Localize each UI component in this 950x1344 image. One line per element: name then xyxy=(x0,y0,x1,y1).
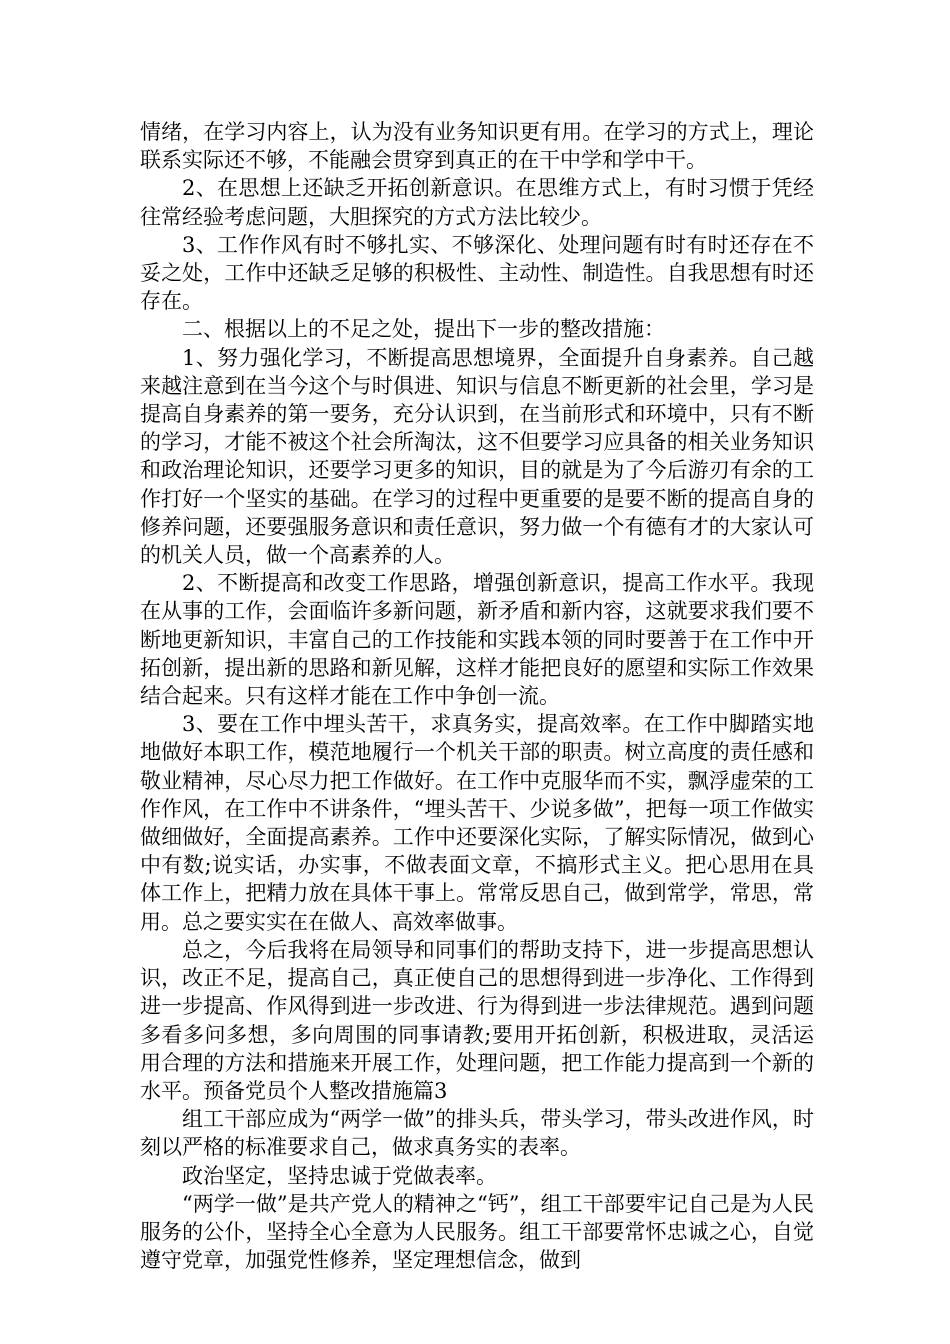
paragraph-8: 组工干部应成为“两学一做”的排头兵，带头学习，带头改进作风，时刻以严格的标准要求自己，做求真务实的表率。 xyxy=(140,1107,814,1160)
paragraph-7: 总之，今后我将在局领导和同事们的帮助支持下，进一步提高思想认识，改正不足，提高自己，真正使自己的思想得到进一步净化、工作得到进一步提高、作风得到进一步改进、行为得到进一步法律规范。遇到问题多看多问多想，多向周围的同事请教;要用开拓创新，积极进取，灵活运用合理的方法和措施来开展工作，处理问题，把工作能力提高到一个新的水平。预备党员个人整改措施篇3 xyxy=(140,937,814,1103)
paragraph-6: 3、要在工作中埋头苦干，求真务实，提高效率。在工作中脚踏实地地做好本职工作，模范地履行一个机关干部的职责。树立高度的责任感和敬业精神，尽心尽力把工作做好。在工作中克服华而不实，飘浮虚荣的工作作风，在工作中不讲条件，“埋头苦干、少说多做”，把每一项工作做实做细做好，全面提高素养。工作中还要深化实际，了解实际情况，做到心中有数;说实话，办实事，不做表面文章，不搞形式主义。把心思用在具体工作上，把精力放在具体干事上。常常反思自己，做到常学，常思，常用。总之要实实在在做人、高效率做事。 xyxy=(140,712,814,934)
document-body xyxy=(140,118,814,1274)
section-heading: 二、根据以上的不足之处，提出下一步的整改措施： xyxy=(182,317,665,342)
paragraph-9: 政治坚定，坚持忠诚于党做表率。 xyxy=(182,1163,497,1188)
paragraph-4: 1、努力强化学习，不断提高思想境界，全面提升自身素养。自己越来越注意到在当今这个与时俱进、知识与信息不断更新的社会里，学习是提高自身素养的第一要务，充分认识到，在当前形式和环境中，只有不断的学习，才能不被这个社会所淘汰，这不但要学习应具备的相关业务知识和政治理论知识，还要学习更多的知识，目的就是为了今后游刃有余的工作打好一个坚实的基础。在学习的过程中更重要的是要不断的提高自身的修养问题，还要强服务意识和责任意识，努力做一个有德有才的大家认可的机关人员，做一个高素养的人。 xyxy=(140,345,814,568)
paragraph-10: “两学一做”是共产党人的精神之“钙”，组工干部要牢记自己是为人民服务的公仆，坚持全心全意为人民服务。组工干部要常怀忠诚之心，自觉遵守党章，加强党性修养，坚定理想信念，做到 xyxy=(140,1191,814,1273)
paragraph-5: 2、不断提高和改变工作思路，增强创新意识，提高工作水平。我现在从事的工作，会面临许多新问题，新矛盾和新内容，这就要求我们要不断地更新知识，丰富自己的工作技能和实践本领的同时要善于在工作中开拓创新，提出新的思路和新见解，这样才能把良好的愿望和实际工作效果结合起来。只有这样才能在工作中争创一流。 xyxy=(140,571,814,709)
paragraph-1: 情绪，在学习内容上，认为没有业务知识更有用。在学习的方式上，理论联系实际还不够，不能融会贯穿到真正的在干中学和学中干。 xyxy=(140,120,814,173)
paragraph-2: 2、在思想上还缺乏开拓创新意识。在思维方式上，有时习惯于凭经往常经验考虑问题，大胆探究的方式方法比较少。 xyxy=(140,176,814,229)
paragraph-3: 3、工作作风有时不够扎实、不够深化、处理问题有时有时还存在不妥之处，工作中还缺乏足够的积极性、主动性、制造性。自我思想有时还存在。 xyxy=(140,232,814,314)
